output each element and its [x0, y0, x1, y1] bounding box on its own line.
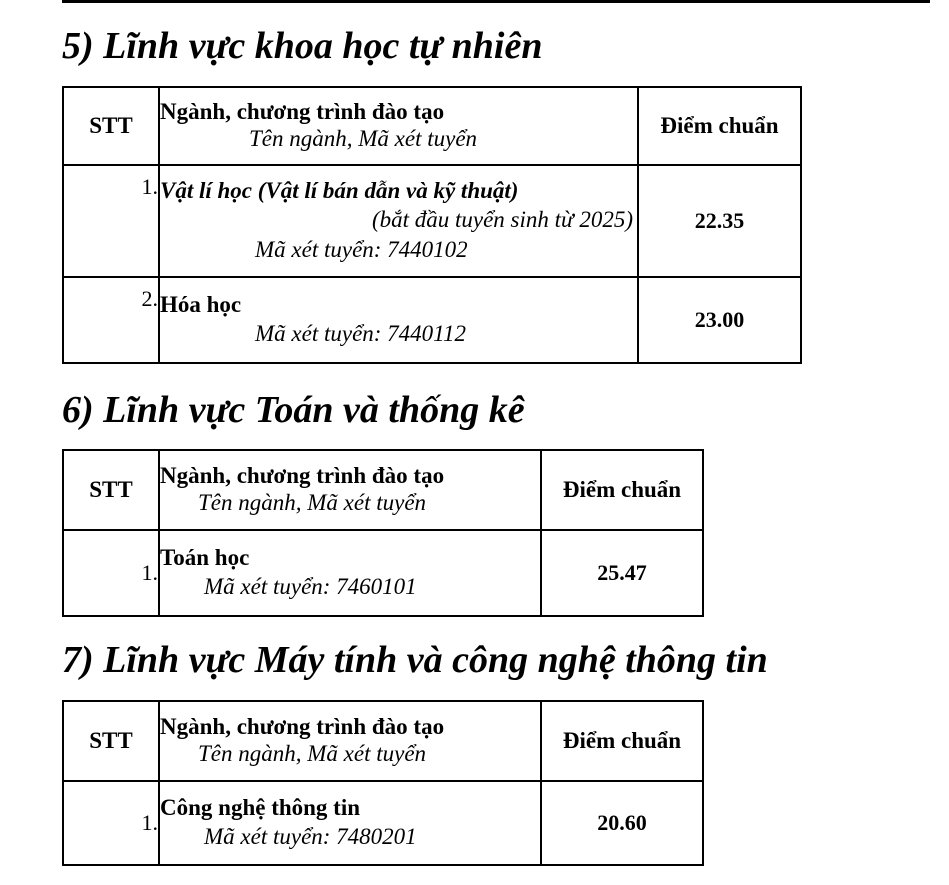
stt-column-header: STT — [63, 701, 159, 781]
score-column-header: Điểm chuẩn — [541, 701, 703, 781]
program-column-title: Ngành, chương trình đào tạo — [160, 714, 445, 739]
score-value: 20.60 — [541, 781, 703, 865]
program-column-header — [159, 87, 638, 165]
computing-it-table — [62, 700, 704, 866]
top-divider — [62, 0, 930, 3]
program-cell — [159, 530, 541, 616]
program-column-title: Ngành, chương trình đào tạo — [160, 99, 445, 124]
program-column-title: Ngành, chương trình đào tạo — [160, 463, 445, 488]
program-name: Hóa học — [160, 292, 242, 317]
program-code: Mã xét tuyển: 7440112 — [255, 321, 466, 346]
program-code: Mã xét tuyển: 7460101 — [204, 574, 417, 599]
row-number: 2. — [63, 277, 159, 363]
stt-column-header: STT — [63, 87, 159, 165]
table-row — [63, 165, 801, 277]
table-row — [63, 530, 703, 616]
section-heading-math-statistics: 6) Lĩnh vực Toán và thống kê — [62, 389, 525, 431]
stt-column-header: STT — [63, 450, 159, 530]
program-name: Toán học — [160, 545, 250, 570]
program-cell — [159, 781, 541, 865]
table-header-row — [63, 450, 703, 530]
table-header-row — [63, 701, 703, 781]
program-name: Vật lí học (Vật lí bán dẫn và kỹ thuật) — [160, 178, 519, 203]
program-column-subtitle: Tên ngành, Mã xét tuyển — [198, 741, 427, 766]
score-value: 25.47 — [541, 530, 703, 616]
program-note: (bắt đầu tuyển sinh từ 2025) — [371, 207, 633, 232]
table-row — [63, 277, 801, 363]
row-number: 1. — [63, 781, 159, 865]
row-number: 1. — [63, 165, 159, 277]
score-value: 22.35 — [638, 165, 801, 277]
section-heading-natural-sciences: 5) Lĩnh vực khoa học tự nhiên — [62, 25, 543, 67]
score-column-header: Điểm chuẩn — [638, 87, 801, 165]
table-header-row — [63, 87, 801, 165]
score-value: 23.00 — [638, 277, 801, 363]
math-statistics-table — [62, 449, 704, 617]
top-divider-tick — [768, 0, 770, 3]
program-code: Mã xét tuyển: 7440102 — [255, 237, 468, 262]
natural-sciences-table — [62, 86, 802, 364]
program-column-header — [159, 701, 541, 781]
program-code: Mã xét tuyển: 7480201 — [204, 824, 417, 849]
program-name: Công nghệ thông tin — [160, 795, 361, 820]
section-heading-computing-it: 7) Lĩnh vực Máy tính và công nghệ thông tin — [62, 639, 768, 681]
table-row — [63, 781, 703, 865]
score-column-header: Điểm chuẩn — [541, 450, 703, 530]
program-column-subtitle: Tên ngành, Mã xét tuyển — [249, 126, 478, 151]
program-column-subtitle: Tên ngành, Mã xét tuyển — [198, 490, 427, 515]
program-column-header — [159, 450, 541, 530]
program-cell — [159, 165, 638, 277]
program-cell — [159, 277, 638, 363]
row-number: 1. — [63, 530, 159, 616]
